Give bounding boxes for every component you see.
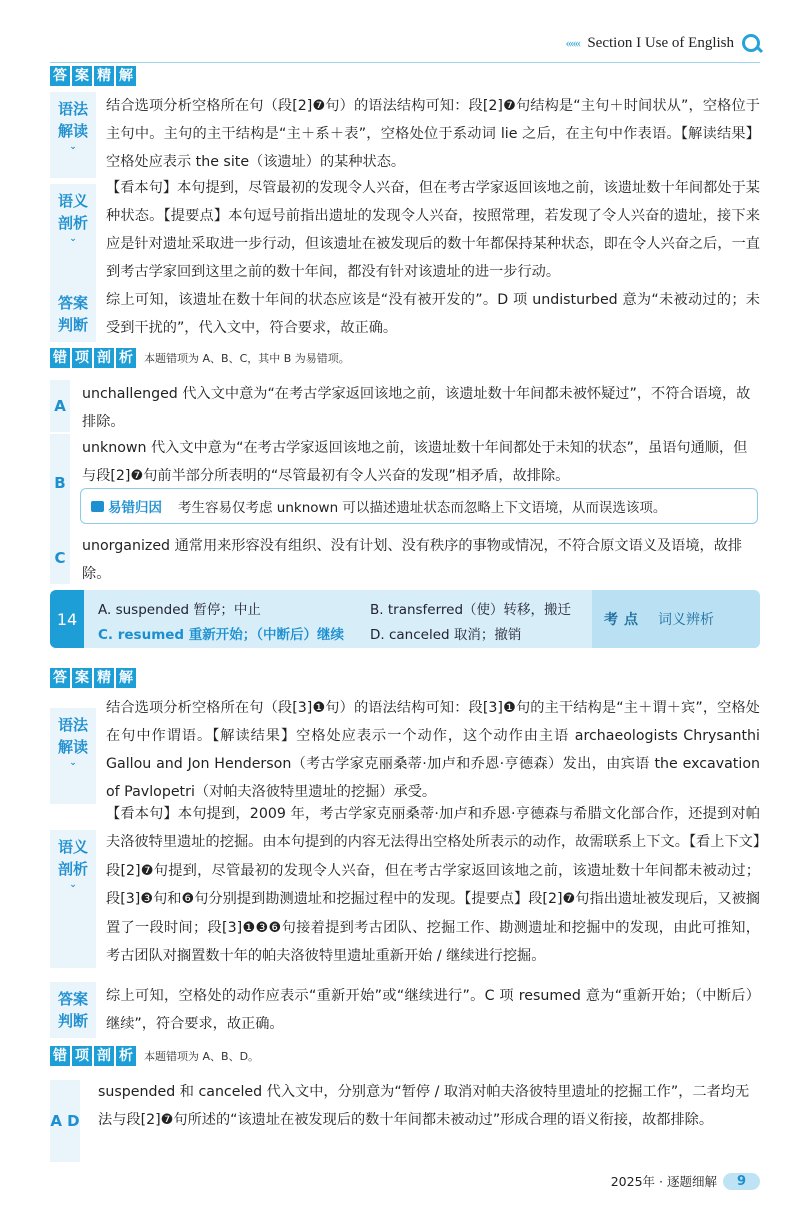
question-14-options <box>50 590 760 648</box>
section-title-answer-2: 答 案 精 解 <box>50 668 136 688</box>
q14-grammar-tag: 语法 解读 ⌄ <box>50 708 96 804</box>
chevron-down-icon: ⌄ <box>69 234 77 244</box>
q14-option-c: C. resumed 重新开始；（中断后）继续 <box>98 627 345 643</box>
q13-grammar-text: 结合选项分析空格所在句（段[2]❼句）的语法结构可知：段[2]❼句结构是“主句＋时间状从”，空格位于主句中。主句的主干结构是“主＋系＋表”，空格处位于系动词 lie 之后，在主句中作表语。【解读结果】空格处应表示 the site（该遗址）的某种状态。 <box>106 98 760 170</box>
q14-meaning-tag: 语义 剖析 ⌄ <box>50 830 96 968</box>
header-title: Section I Use of English <box>587 34 734 51</box>
q13-meaning-block <box>50 174 760 284</box>
chevron-down-icon: ⌄ <box>69 142 77 152</box>
chevron-down-icon: ⌄ <box>69 758 77 768</box>
kaodian-label: 考点 <box>604 612 644 628</box>
search-q-icon <box>742 34 760 52</box>
section-title-error-2: 错 项 剖 析 本题错项为 A、B、D。 <box>50 1046 259 1066</box>
arrows-icon: ‹‹‹‹‹‹ <box>565 35 580 50</box>
q14-option-a: A. suspended 暂停；中止 <box>98 602 261 618</box>
q14-option-b: B. transferred（使）转移，搬迁 <box>370 602 572 618</box>
option-b-letter: B <box>50 434 70 532</box>
q13-judge-block <box>50 286 760 342</box>
q14-grammar-text: 结合选项分析空格所在句（段[3]❶句）的语法结构可知：段[3]❶句的主干结构是“主＋谓＋宾”，空格处在句中作谓语。【解读结果】空格处应表示一个动作，这个动作由主语 archaeologists Chrysanthi Gallou and Jon Henderson（考古学家克丽桑蒂·加卢和乔恩·亨德森）发出，由宾语 the excavation of Pavlopetri（对帕夫洛彼特里遗址的挖掘）承受。 <box>106 700 760 800</box>
error-note: 本题错项为 A、B、D。 <box>144 1050 260 1063</box>
option-a-letter: A <box>50 380 70 432</box>
option-b-text: unknown 代入文中意为“在考古学家返回该地之前，该遗址数十年间都处于未知的状态”，虽语句通顺，但与段[2]❼句前半部分所表明的“尽管最初有令人兴奋的发现”相矛盾，故排除。 <box>82 440 748 484</box>
tip-box <box>80 488 758 524</box>
chevron-down-icon: ⌄ <box>69 880 77 890</box>
section-title-error-1: 错 项 剖 析 本题错项为 A、B、C，其中 B 为易错项。 <box>50 348 350 368</box>
header-rule <box>50 62 760 63</box>
q14-meaning-text: 【看本句】本句提到，2009 年，考古学家克丽桑蒂·加卢和乔恩·亨德森与希腊文化部合作，还提到对帕夫洛彼特里遗址的挖掘。由本句提到的内容无法得出空格处所表示的动作，故需联系上下文。【看上下文】段[2]❼句提到，尽管最初的发现令人兴奋，但在考古学家返回该地之前，该遗址数十年间都未被动过；段[3]❸句和❻句分别提到勘测遗址和挖掘过程中的发现。【提要点】段[2]❼句指出遗址被发现后，又被搁置了一段时间；段[3]❶❸❻句接着提到考古团队、挖掘工作、勘测遗址和挖掘中的发现，由此可推知，考古团队对搁置数十年的帕夫洛彼特里遗址重新开始 / 继续进行挖掘。 <box>106 806 760 965</box>
q14-judge-tag: 答案 判断 <box>50 982 96 1038</box>
section-title-answer-1: 答 案 精 解 <box>50 66 136 86</box>
tip-text: 考生容易仅考虑 unknown 可以描述遗址状态而忽略上下文语境，从而误选该项。 <box>178 500 667 516</box>
q14-judge-block <box>50 982 760 1038</box>
question-number: 14 <box>50 590 84 648</box>
page-footer <box>611 1172 760 1190</box>
tip-label: 易错归因 <box>108 500 162 516</box>
error-note: 本题错项为 A、B、C，其中 B 为易错项。 <box>144 352 350 365</box>
tip-icon <box>91 501 104 512</box>
option-ad-letter: A D <box>50 1080 80 1162</box>
q13-grammar-tag: 语法 解读 ⌄ <box>50 92 96 178</box>
running-header <box>565 34 760 52</box>
q13-judge-text: 综上可知，该遗址在数十年间的状态应该是“没有被开发的”。D 项 undisturbed 意为“未被动过的；未受到干扰的”，代入文中，符合要求，故正确。 <box>106 292 760 336</box>
option-ad-text: suspended 和 canceled 代入文中，分别意为“暂停 / 取消对帕夫洛彼特里遗址的挖掘工作”，二者均无法与段[2]❼句所述的“该遗址在被发现后的数十年间都未被动过”形成合理的语义衔接，故都排除。 <box>98 1084 750 1128</box>
q14-grammar-block <box>50 694 760 802</box>
footer-book: 2025年 · 逐题细解 <box>610 1174 717 1189</box>
q14-option-d: D. canceled 取消；撤销 <box>370 627 522 643</box>
kaodian-value: 词义辨析 <box>658 612 714 628</box>
option-a-text: unchallenged 代入文中意为“在考古学家返回该地之前，该遗址数十年间都未被怀疑过”，不符合语境，故排除。 <box>82 386 751 430</box>
q13-meaning-text: 【看本句】本句提到，尽管最初的发现令人兴奋，但在考古学家返回该地之前，该遗址数十年间都处于某种状态。【提要点】本句逗号前指出遗址的发现令人兴奋，按照常理，若发现了令人兴奋的遗址，接下来应是针对遗址采取进一步行动，但该遗址在被发现后的数十年都保持某种状态，即在令人兴奋之后，一直到考古学家回到这里之前的数十年间，都没有针对该遗址的进一步行动。 <box>106 180 760 280</box>
page-number: 9 <box>723 1173 760 1190</box>
option-c-letter: C <box>50 532 70 584</box>
q13-meaning-tag: 语义 剖析 ⌄ <box>50 184 96 288</box>
q14-meaning-block <box>50 800 760 976</box>
q13-judge-tag: 答案 判断 <box>50 286 96 342</box>
q13-grammar-block <box>50 92 760 178</box>
q14-judge-text: 综上可知，空格处的动作应表示“重新开始”或“继续进行”。C 项 resumed 意为“重新开始；（中断后）继续”，符合要求，故正确。 <box>106 988 760 1032</box>
kaodian-box <box>592 590 760 648</box>
option-c-text: unorganized 通常用来形容没有组织、没有计划、没有秩序的事物或情况，不符合原文语义及语境，故排除。 <box>82 538 743 582</box>
